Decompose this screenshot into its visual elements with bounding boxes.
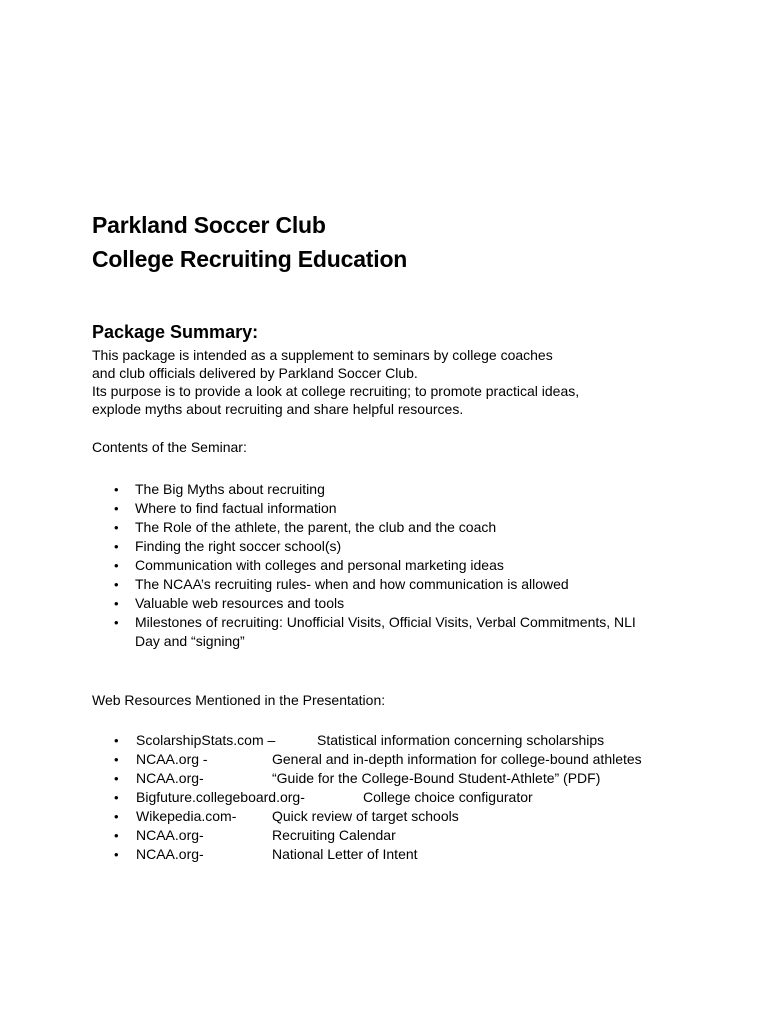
bullet-icon: • (114, 809, 119, 824)
bullet-icon: • (114, 520, 119, 535)
document-page (92, 208, 732, 864)
resource-item (92, 731, 732, 750)
list-item-text: Finding the right soccer school(s) (135, 538, 342, 554)
bullet-icon: • (114, 615, 119, 630)
bullet-icon: • (114, 539, 119, 554)
resource-site: NCAA.org- (136, 770, 204, 786)
list-item-text-continued: Day and “signing” (135, 633, 245, 649)
summary-line: Its purpose is to provide a look at college recruiting; to promote practical ideas, (92, 383, 580, 399)
resource-item (92, 807, 732, 826)
resource-site: NCAA.org- (136, 827, 204, 843)
resource-description: Recruiting Calendar (272, 827, 396, 843)
list-item-text: The Role of the athlete, the parent, the club and the coach (135, 519, 497, 535)
list-item (92, 613, 732, 651)
resource-item (92, 826, 732, 845)
bullet-icon: • (114, 847, 119, 862)
resource-description: Statistical information concerning scholarships (317, 732, 605, 748)
list-item-text: Valuable web resources and tools (135, 595, 345, 611)
summary-line: This package is intended as a supplement to seminars by college coaches (92, 347, 553, 363)
list-item (92, 594, 732, 613)
title-line-1: Parkland Soccer Club (92, 212, 326, 238)
resource-description: College choice configurator (363, 789, 533, 805)
list-item-text: Where to find factual information (135, 500, 337, 516)
resource-description: Quick review of target schools (272, 808, 459, 824)
resources-label: Web Resources Mentioned in the Presentation: (92, 692, 386, 708)
bullet-icon: • (114, 771, 119, 786)
bullet-icon: • (114, 752, 119, 767)
bullet-icon: • (114, 482, 119, 497)
list-item-text: The NCAA’s recruiting rules- when and how communication is allowed (135, 576, 569, 592)
list-item (92, 575, 732, 594)
bullet-icon: • (114, 790, 119, 805)
summary-paragraph (92, 346, 732, 418)
list-item (92, 499, 732, 518)
list-item-text: The Big Myths about recruiting (135, 481, 325, 497)
resource-site: Wikepedia.com- (136, 808, 237, 824)
title-line-2: College Recruiting Education (92, 246, 408, 272)
resource-site: Bigfuture.collegeboard.org- (136, 789, 305, 805)
bullet-icon: • (114, 558, 119, 573)
resource-site: NCAA.org- (136, 846, 204, 862)
resource-site: NCAA.org - (136, 751, 208, 767)
resource-item (92, 788, 732, 807)
list-item-text: Milestones of recruiting: Unofficial Visits, Official Visits, Verbal Commitments, NLI (135, 614, 636, 630)
list-item (92, 518, 732, 537)
resource-description: National Letter of Intent (272, 846, 418, 862)
list-item (92, 537, 732, 556)
contents-list (92, 480, 732, 651)
bullet-icon: • (114, 828, 119, 843)
list-item-text: Communication with colleges and personal marketing ideas (135, 557, 504, 573)
resource-item (92, 845, 732, 864)
list-item (92, 556, 732, 575)
contents-label: Contents of the Seminar: (92, 439, 247, 455)
document-title (92, 208, 732, 276)
resource-site: ScolarshipStats.com – (136, 732, 276, 748)
resource-item (92, 769, 732, 788)
bullet-icon: • (114, 596, 119, 611)
resources-list (92, 731, 732, 864)
list-item (92, 480, 732, 499)
summary-line: and club officials delivered by Parkland Soccer Club. (92, 365, 418, 381)
summary-heading: Package Summary: (92, 322, 259, 342)
summary-line: explode myths about recruiting and share helpful resources. (92, 401, 464, 417)
resource-description: General and in-depth information for college-bound athletes (272, 751, 642, 767)
resource-item (92, 750, 732, 769)
resource-description: “Guide for the College-Bound Student-Athlete” (PDF) (272, 770, 601, 786)
bullet-icon: • (114, 501, 119, 516)
bullet-icon: • (114, 733, 119, 748)
bullet-icon: • (114, 577, 119, 592)
